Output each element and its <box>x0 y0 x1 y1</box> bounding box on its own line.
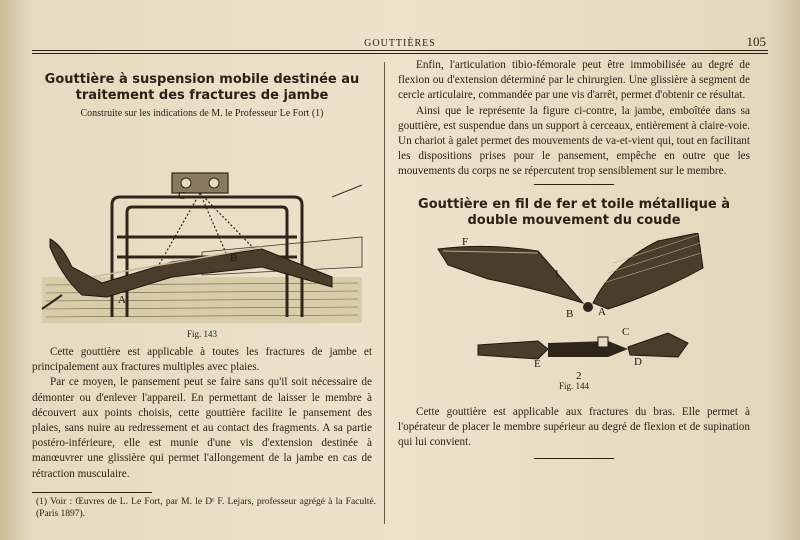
running-head: GOUTTIÈRES <box>364 38 436 49</box>
arm-gutter-right <box>593 233 703 309</box>
elbow-hinge <box>583 302 593 312</box>
label-f: F <box>462 235 469 248</box>
label-a: A <box>118 294 126 306</box>
clamp-screw-left <box>181 178 191 188</box>
figure-144-title: Gouttière en fil de fer et toile métallique à double mouvement du coude <box>418 196 730 228</box>
right-column <box>398 58 750 459</box>
header-rule-bottom <box>32 53 768 54</box>
label-b2: B <box>566 307 574 320</box>
stop-screw <box>598 337 608 347</box>
figure-143-caption: Fig. 143 <box>186 329 217 339</box>
figure-144-illustration <box>398 233 750 383</box>
right-paragraph-1: Enfin, l'articulation tibio-fémorale peut être immobilisée au degré de flexion ou d'extension déterminé par le chirurgien. Une glissière à segment de cercle articulaire, commandée par une vis d'arrêt, permet d'obtenir ce résultat. <box>398 59 750 102</box>
figure-144-caption: Fig. 144 <box>558 380 589 391</box>
label-1: 1 <box>554 267 560 280</box>
label-a2: A <box>598 305 606 318</box>
mechanism-right-bar <box>628 333 688 357</box>
footnote-rule <box>32 492 152 493</box>
line-right <box>332 185 362 197</box>
right-paragraph-2: Ainsi que le représente la figure ci-contre, la jambe, emboîtée dans sa gouttière, est suspendue dans un support à cerceaux, entièrement à claire-voie. Un chariot à galet permet des mouvements de va-et-vient qui, tout en facilitant les dispositions prises pour le pansement, empêche en outre que les mouvements du corps ne se répercutent trop sensiblement sur le membre. <box>398 104 750 178</box>
label-c: C <box>178 190 186 202</box>
figure-143-illustration <box>32 127 372 327</box>
figure-143-title: Gouttière à suspension mobile destinée au traitement des fractures de jambe <box>44 72 360 103</box>
left-column <box>32 72 372 482</box>
section-rule <box>534 184 614 185</box>
right-paragraph-3: Cette gouttière est applicable aux fractures du bras. Elle permet à l'opérateur de placer le membre supérieur au degré de flexion et de supination qui lui convient. <box>398 405 750 449</box>
left-paragraph-2: Par ce moyen, le pansement peut se faire sans qu'il soit nécessaire de démonter ou d'enlever l'appareil. En permettant de laisser le membre à découvert aux points choisis, cette gouttière facilite le pansement des plaies, sans nuire au redressement et au contact des fragments. A sa partie postéro-inférieure, elle est munie d'une vis d'extension destinée à manœuvrer une glissière qui permet l'allongement de la jambe en cas de rétraction musculaire. <box>32 376 372 480</box>
column-divider <box>384 62 385 524</box>
label-2: 2 <box>576 369 582 382</box>
figure-143-subtitle: Construite sur les indications de M. le Professeur Le Fort (1) <box>80 108 324 119</box>
label-e: E <box>534 357 541 370</box>
arm-gutter-left <box>438 246 583 303</box>
mechanism-center <box>548 341 628 357</box>
clamp-screw-right <box>209 178 219 188</box>
header-rule-top <box>32 50 768 51</box>
footnote: (1) Voir : Œuvres de L. Le Fort, par M. le Dʳ F. Lejars, professeur agrégé à la Faculté. (Paris 1897). <box>36 497 376 519</box>
page-number: 105 <box>746 34 766 49</box>
label-b: B <box>230 252 238 264</box>
left-paragraph-1: Cette gouttière est applicable à toutes les fractures de jambe et principalement aux fractures multiples avec plaies. <box>32 346 372 374</box>
end-rule <box>534 458 614 459</box>
mechanism-left-bar <box>478 341 548 359</box>
label-d: D <box>634 355 642 368</box>
label-c2: C <box>622 325 630 338</box>
